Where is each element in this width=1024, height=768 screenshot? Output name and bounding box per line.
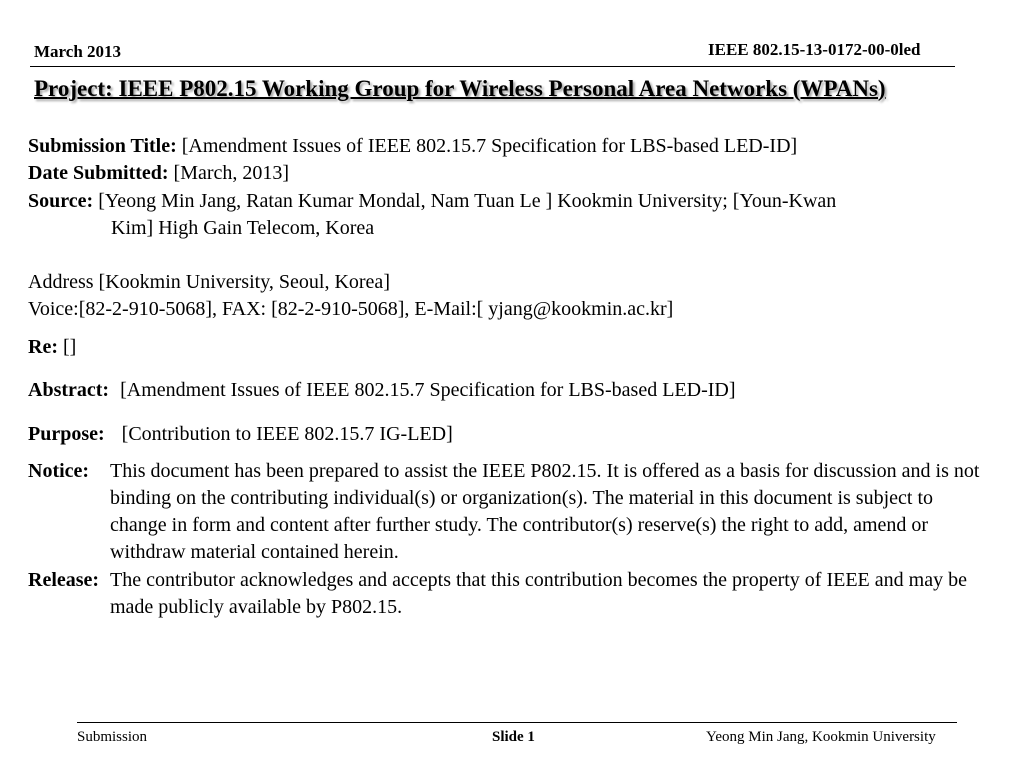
source-block [28,188,988,242]
source-label: Source: [28,190,94,212]
date-submitted-value: [March, 2013] [173,162,290,184]
notice-text: This document has been prepared to assist the IEEE P802.15. It is offered as a basis for discussion and is not binding on the contributing individual(s) or organization(s). The material in this document is subject to change in form and content after further study. The contributor(s) reserve(s) the right to add, amend or withdraw material contained herein. [110,460,980,563]
header-date: March 2013 [34,42,122,61]
footer-submission: Submission [77,729,148,745]
header-document-id: IEEE 802.15-13-0172-00-0led [708,40,921,59]
contact-line: Voice:[82-2-910-5068], FAX: [82-2-910-5068], E-Mail:[ yjang@kookmin.ac.kr] [28,298,674,320]
source-line-1: [Yeong Min Jang, Ratan Kumar Mondal, Nam Tuan Le ] Kookmin University; [Youn-Kwan [98,190,837,212]
footer-divider [77,722,957,723]
notice-label: Notice: [28,460,90,482]
project-title: Project: IEEE P802.15 Working Group for Wireless Personal Area Networks (WPANs) [34,76,886,101]
date-submitted-row [28,160,289,187]
footer-slide-number: Slide 1 [492,729,535,745]
footer-author: Yeong Min Jang, Kookmin University [706,729,936,745]
release-label: Release: [28,569,100,591]
purpose-value: [Contribution to IEEE 802.15.7 IG-LED] [121,423,453,445]
date-submitted-label: Date Submitted: [28,162,169,184]
header-divider [30,66,955,67]
re-row [28,334,76,361]
source-line-2: Kim] High Gain Telecom, Korea [111,217,375,239]
abstract-row [28,377,736,404]
submission-title-value: [Amendment Issues of IEEE 802.15.7 Specification for LBS-based LED-ID] [181,135,798,157]
submission-title-row [28,133,797,160]
abstract-value: [Amendment Issues of IEEE 802.15.7 Specification for LBS-based LED-ID] [120,379,736,401]
abstract-label: Abstract: [28,379,110,401]
release-text: The contributor acknowledges and accepts that this contribution becomes the property of IEEE and may be made publicly available by P802.15. [110,569,967,618]
address-line: Address [Kookmin University, Seoul, Korea] [28,271,390,293]
submission-title-label: Submission Title: [28,135,177,157]
purpose-label: Purpose: [28,423,105,445]
re-value: [] [62,336,77,358]
re-label: Re: [28,336,58,358]
purpose-row [28,421,453,448]
